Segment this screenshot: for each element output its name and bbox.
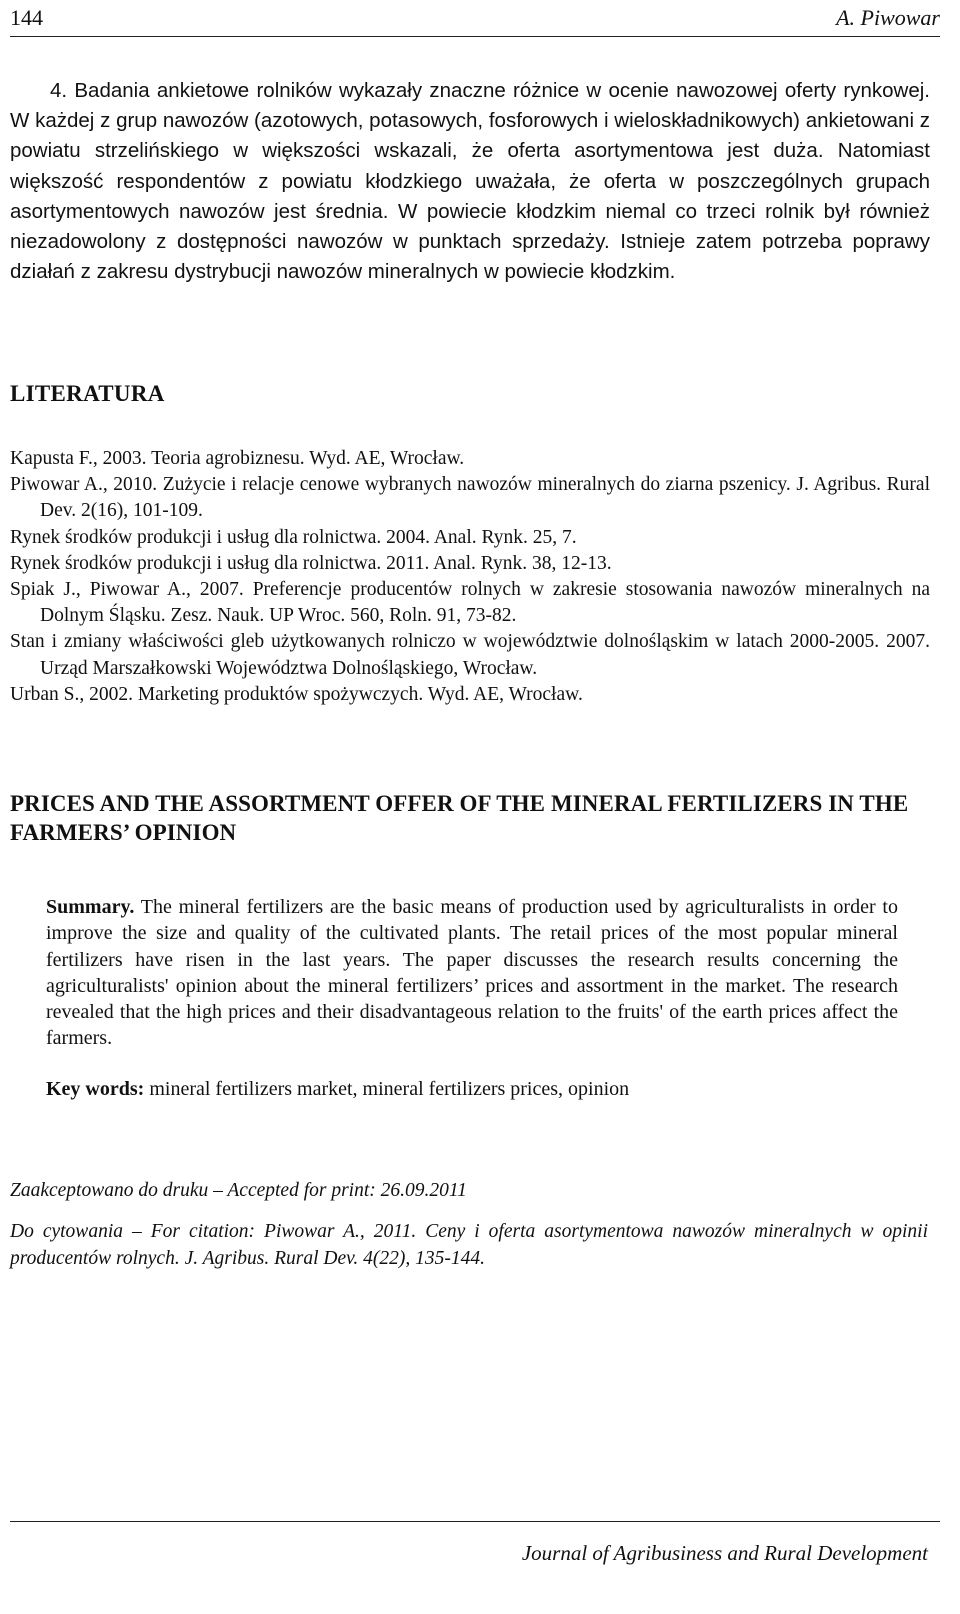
paper-page xyxy=(10,0,940,1614)
literature-heading: LITERATURA xyxy=(10,381,165,406)
english-title: PRICES AND THE ASSORTMENT OFFER OF THE MINERAL FERTILIZERS IN THE FARMERS’ OPINION xyxy=(10,791,909,845)
journal-name: Journal of Agribusiness and Rural Development xyxy=(521,1541,928,1565)
reference-list xyxy=(10,446,930,708)
keywords-label: Key words: xyxy=(46,1078,145,1100)
reference-item: Rynek środków produkcji i usług dla rolnictwa. 2011. Anal. Rynk. 38, 12-13. xyxy=(10,552,612,574)
footer-rule xyxy=(10,1521,940,1522)
reference-item: Piwowar A., 2010. Zużycie i relacje cenowe wybranych nawozów mineralnych do ziarna pszenicy. J. Agribus. Rural Dev. 2(16), 101-109. xyxy=(10,474,930,522)
reference-item: Spiak J., Piwowar A., 2007. Preferencje producentów rolnych w zakresie stosowania nawozów mineralnych na Dolnym Śląsku. Zesz. Nauk. UP Wroc. 560, Roln. 91, 73-82. xyxy=(10,579,930,627)
reference-item: Stan i zmiany właściwości gleb użytkowanych rolniczo w województwie dolnośląskim w latach 2000-2005. 2007. Urząd Marszałkowski Województwa Dolnośląskiego, Wrocław. xyxy=(10,631,930,679)
reference-item: Rynek środków produkcji i usług dla rolnictwa. 2004. Anal. Rynk. 25, 7. xyxy=(10,526,577,548)
reference-item: Urban S., 2002. Marketing produktów spożywczych. Wyd. AE, Wrocław. xyxy=(10,683,583,705)
summary-text: The mineral fertilizers are the basic means of production used by agriculturalists in order to improve the size and quality of the cultivated plants. The retail prices of the most popular mineral fertilizers have risen in the last years. The paper discusses the research results concerning the agriculturalists' opinion about the mineral fertilizers’ prices and assortment in the market. The research revealed that the high prices and their disadvantageous relation to the fruits' of the earth prices affect the farmers. xyxy=(46,896,898,1050)
summary-paragraph xyxy=(46,894,898,1052)
citation-note: Do cytowania – For citation: Piwowar A., 2011. Ceny i oferta asortymentowa nawozów mineralnych w opinii producentów rolnych. J. Agribus. Rural Dev. 4(22), 135-144. xyxy=(10,1221,928,1269)
reference-item: Kapusta F., 2003. Teoria agrobiznesu. Wyd. AE, Wrocław. xyxy=(10,448,465,469)
page-number: 144 xyxy=(10,5,43,30)
running-head xyxy=(10,2,940,37)
accepted-note: Zaakceptowano do druku – Accepted for print: 26.09.2011 xyxy=(10,1180,467,1201)
summary-label: Summary. xyxy=(46,896,135,918)
running-author: A. Piwowar xyxy=(836,5,940,30)
keywords-line xyxy=(46,1076,906,1102)
conclusion-paragraph: 4. Badania ankietowe rolników wykazały znaczne różnice w ocenie nawozowej oferty rynkowej. W każdej z grup nawozów (azotowych, potasowych, fosforowych i wieloskładnikowych) ankietowani z powiatu strzelińskiego w większości wskazali, że oferta asortymentowa jest duża. Natomiast większość respondentów z powiatu kłodzkiego uważała, że oferta w poszczególnych grupach asortymentowych nawozów jest średnia. W powiecie kłodzkim niemal co trzeci rolnik był również niezadowolony z dostępności nawozów w punktach sprzedaży. Istnieje zatem potrzeba poprawy działań z zakresu dystrybucji nawozów mineralnych w powiecie kłodzkim. xyxy=(10,79,930,284)
keywords-text: mineral fertilizers market, mineral fertilizers prices, opinion xyxy=(144,1078,630,1100)
